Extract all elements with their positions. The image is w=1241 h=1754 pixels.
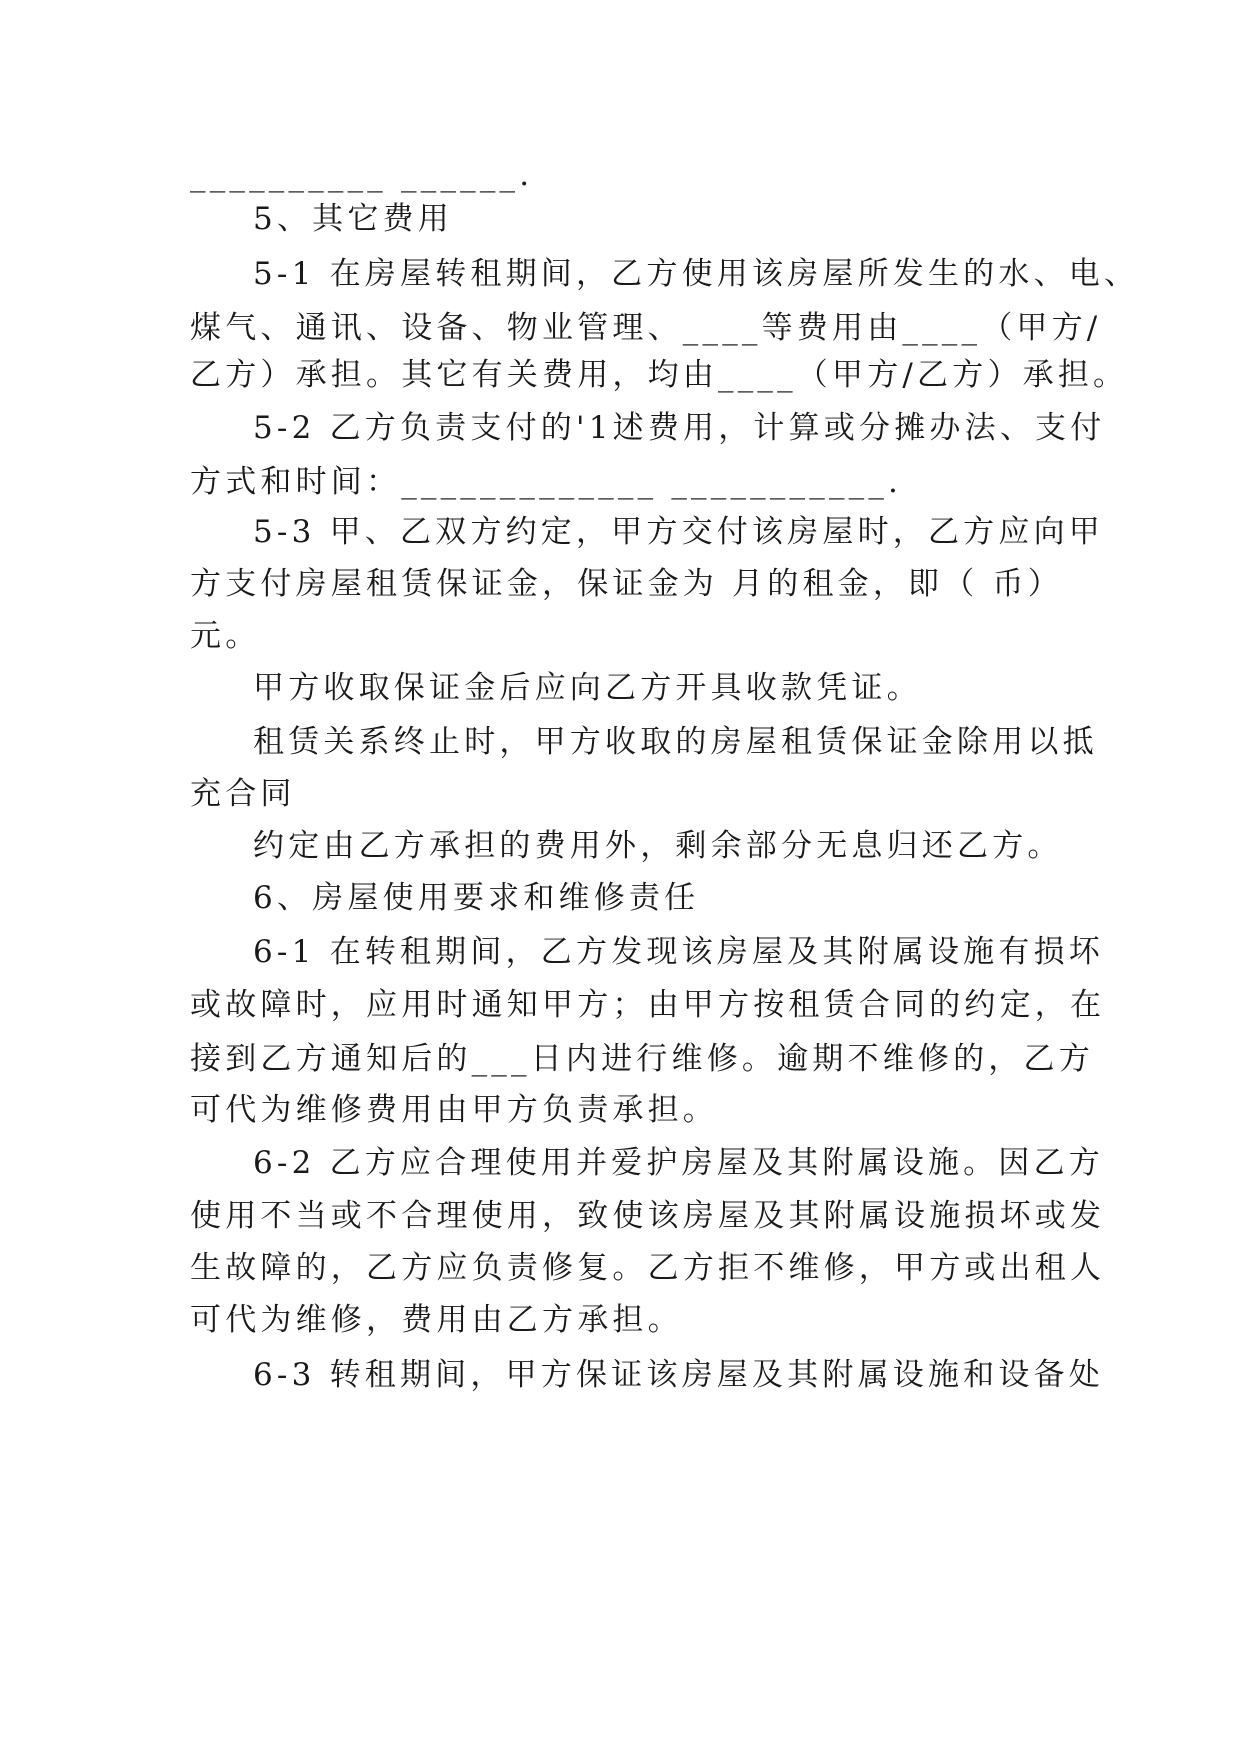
clause-5-2-line-2: 方式和时间：_____________ ___________. [190,464,903,500]
clause-6-2-line-3: 生故障的，乙方应负责修复。乙方拒不维修，甲方或出租人 [190,1250,1106,1286]
clause-6-1-line-2: 或故障时，应用时通知甲方；由甲方按租赁合同的约定，在 [190,987,1106,1023]
clause-6-1-line-4: 可代为维修费用由甲方负责承担。 [190,1092,718,1128]
paragraph-receipt: 甲方收取保证金后应向乙方开具收款凭证。 [253,670,922,706]
section-heading-6: 6、房屋使用要求和维修责任 [253,880,700,916]
clause-6-1-line-3: 接到乙方通知后的___日内进行维修。逾期不维修的，乙方 [190,1041,1094,1077]
clause-5-1-line-2: 煤气、通讯、设备、物业管理、____等费用由____（甲方/ [190,310,1102,346]
clause-6-1-line-1: 6-1 在转租期间，乙方发现该房屋及其附属设施有损坏 [253,934,1104,970]
paragraph-termination-line-1: 租赁关系终止时，甲方收取的房屋租赁保证金除用以抵 [253,724,1098,760]
clause-5-3-line-1: 5-3 甲、乙双方约定，甲方交付该房屋时，乙方应向甲 [253,514,1104,550]
paragraph-refund: 约定由乙方承担的费用外，剩余部分无息归还乙方。 [253,828,1063,864]
clause-6-3-line-1: 6-3 转租期间，甲方保证该房屋及其附属设施和设备处 [253,1357,1104,1393]
clause-6-2-line-4: 可代为维修，费用由乙方承担。 [190,1302,683,1338]
clause-6-2-line-1: 6-2 乙方应合理使用并爱护房屋及其附属设施。因乙方 [253,1145,1104,1181]
paragraph-termination-line-2: 充合同 [190,776,296,812]
clause-6-2-line-2: 使用不当或不合理使用，致使该房屋及其附属设施损坏或发 [190,1198,1106,1234]
text-line-blanks: __________ ______. [190,157,534,193]
clause-5-2-line-1: 5-2 乙方负责支付的'1述费用，计算或分摊办法、支付 [253,410,1106,446]
clause-5-3-line-3: 元。 [190,618,261,654]
clause-5-1-line-3: 乙方）承担。其它有关费用，均由____（甲方/乙方）承担。 [190,357,1129,393]
clause-5-3-line-2: 方支付房屋租赁保证金，保证金为 月的租金，即（ 币） [190,566,1063,602]
clause-5-1-line-1: 5-1 在房屋转租期间，乙方使用该房屋所发生的水、电、 [253,256,1140,292]
section-heading-5: 5、其它费用 [253,201,453,237]
